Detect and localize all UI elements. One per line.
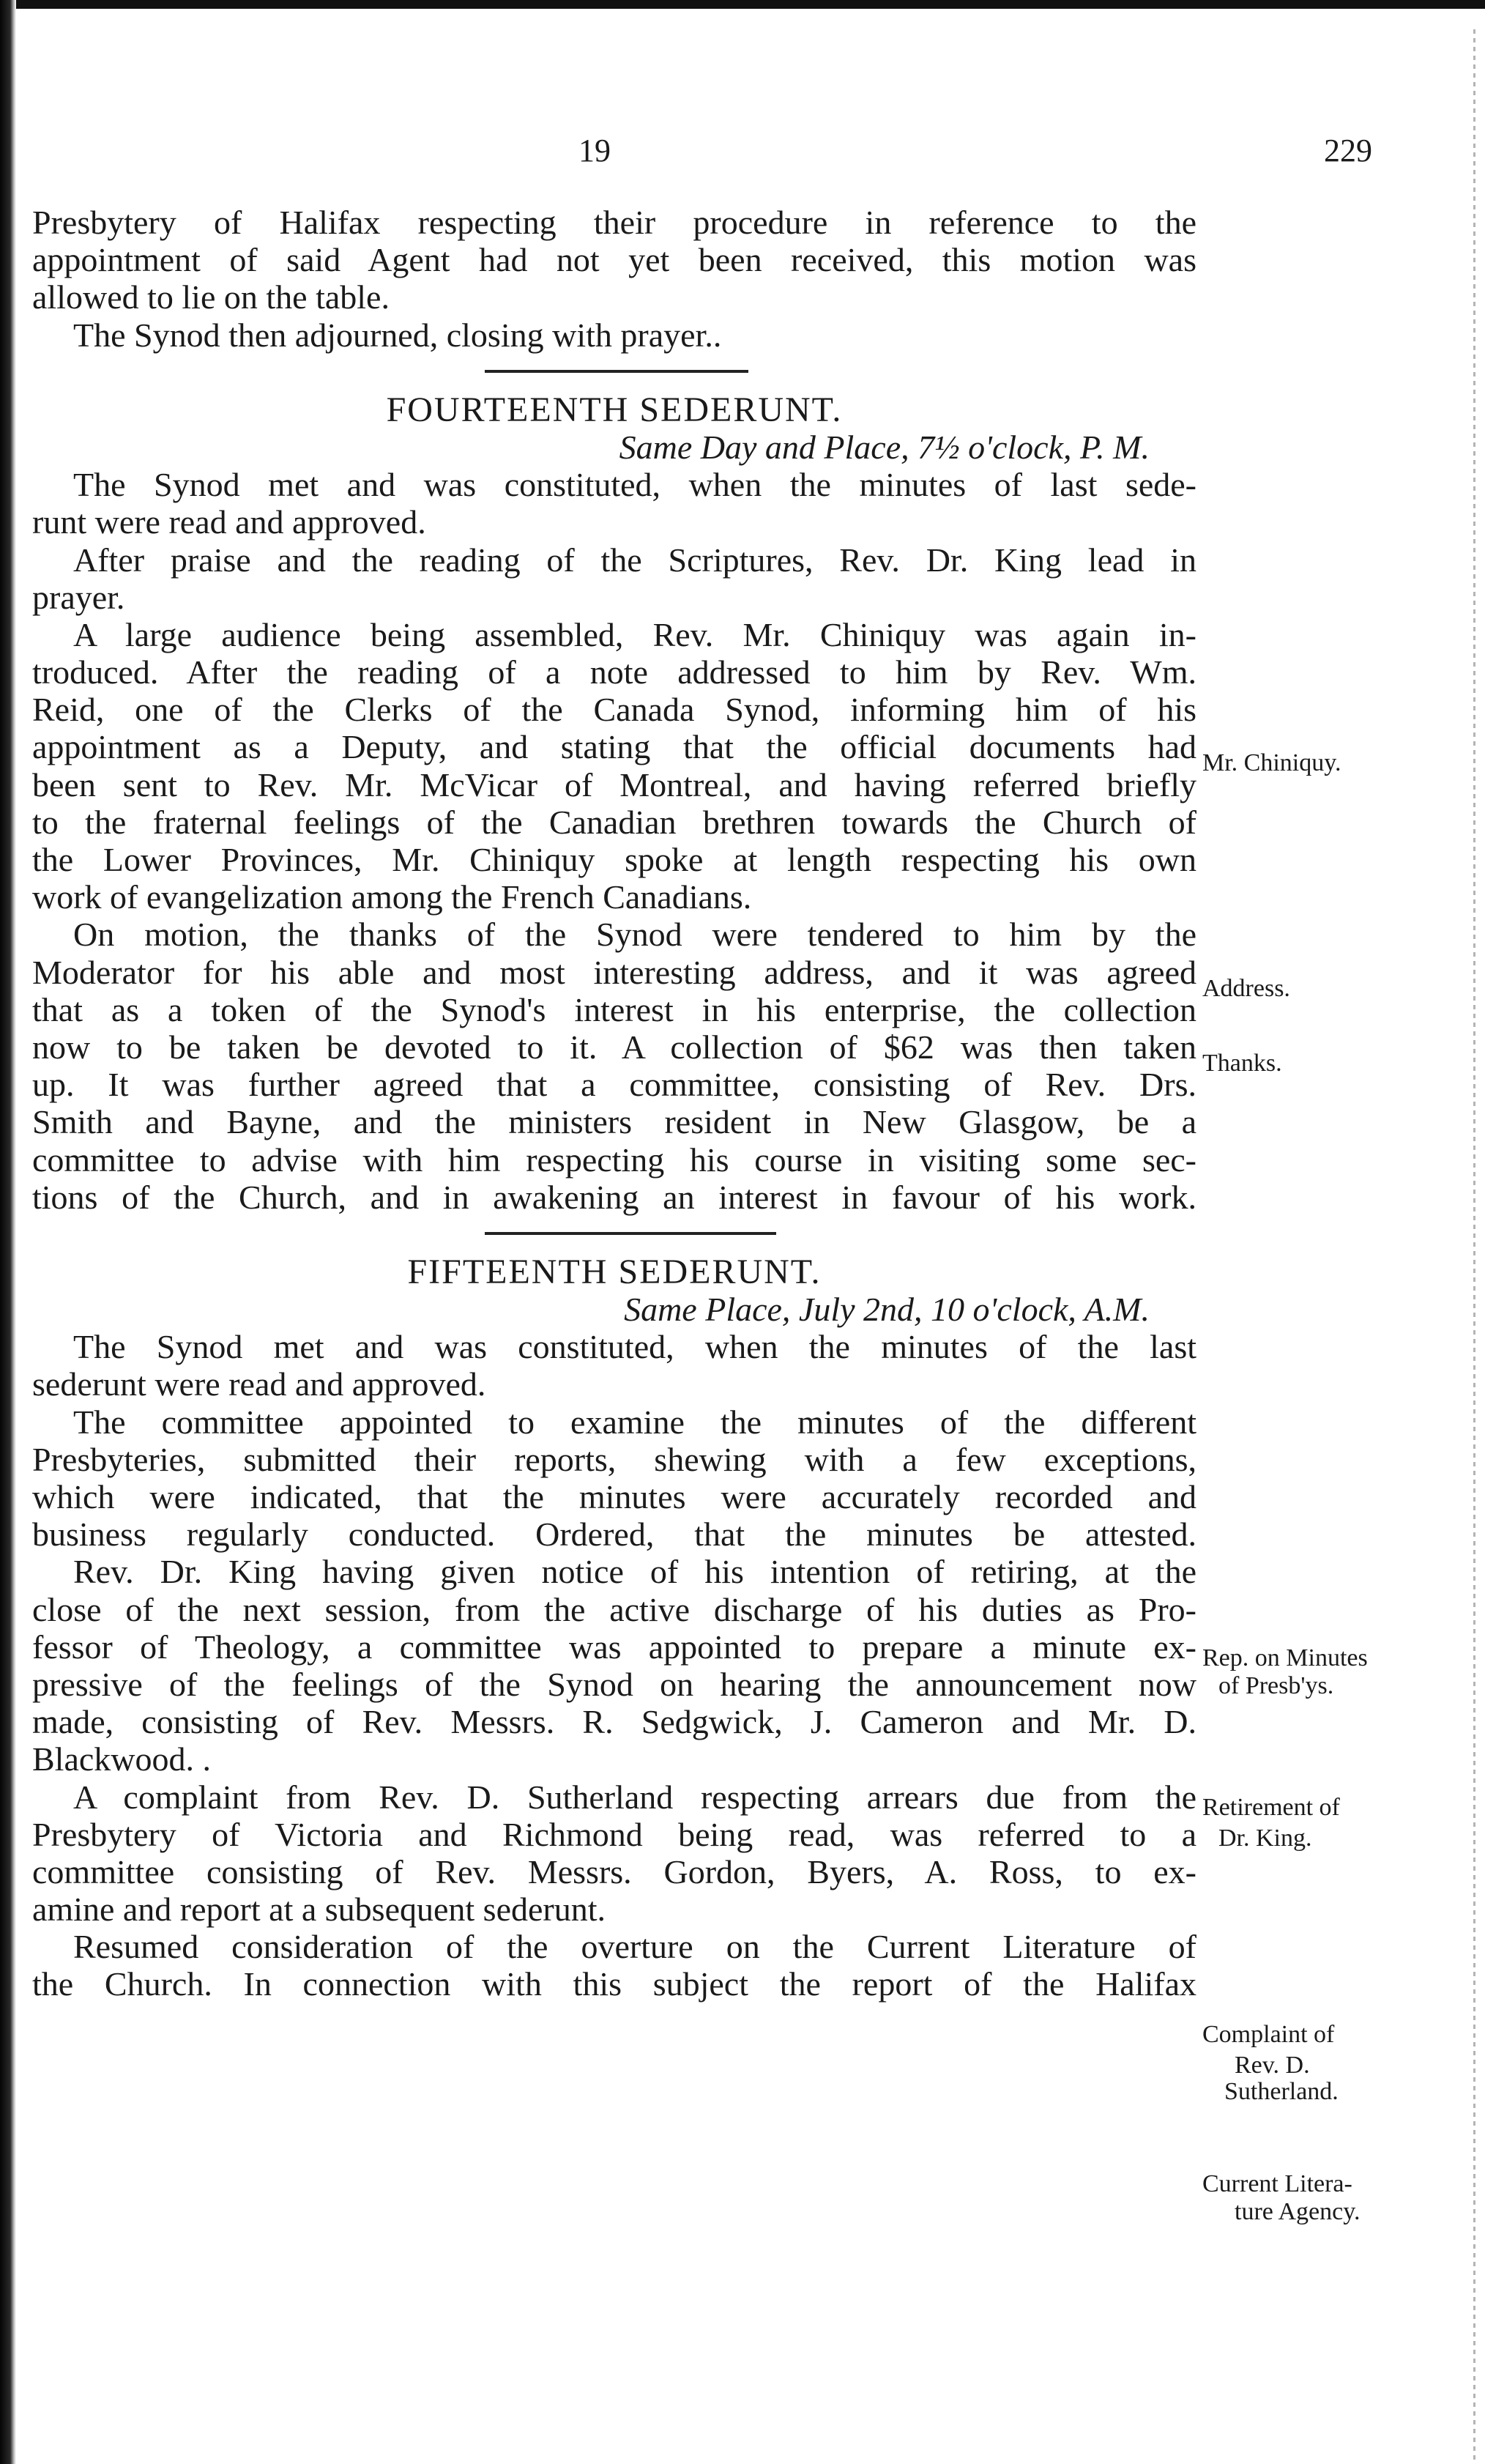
section-heading: FOURTEENTH SEDERUNT. <box>386 390 843 429</box>
section-dateline: Same Place, July 2nd, 10 o'clock, A.M. <box>624 1291 1150 1329</box>
margin-note: Sutherland. <box>1224 2078 1339 2105</box>
margin-note: Rep. on Minutes <box>1202 1644 1368 1671</box>
body-line: sederunt were read and approved. <box>32 1365 486 1403</box>
body-line: The Synod met and was constituted, when the minutes of the last <box>73 1328 1196 1366</box>
body-line: tions of the Church, and in awakening an interest in favour of his work. <box>32 1178 1196 1216</box>
body-line: prayer. <box>32 578 125 616</box>
margin-note: Rev. D. <box>1235 2052 1310 2079</box>
body-line: pressive of the feelings of the Synod on hearing the announcement now <box>32 1665 1196 1703</box>
body-line: close of the next session, from the active discharge of his duties as Pro- <box>32 1590 1196 1628</box>
body-line: committee consisting of Rev. Messrs. Gordon, Byers, A. Ross, to ex- <box>32 1852 1196 1890</box>
body-line: Presbytery of Victoria and Richmond being read, was referred to a <box>32 1815 1196 1853</box>
body-line: now to be taken be devoted to it. A collection of $62 was then taken <box>32 1028 1196 1066</box>
section-divider <box>32 1216 1196 1253</box>
body-line: allowed to lie on the table. <box>32 278 390 316</box>
book-binding-shadow <box>0 0 16 2464</box>
body-line: Resumed consideration of the overture on the Current Literature of <box>73 1928 1196 1966</box>
margin-note: of Presb'ys. <box>1218 1672 1334 1699</box>
body-line: committee to advise with him respecting his course in visiting some sec- <box>32 1140 1196 1179</box>
body-line: fessor of Theology, a committee was appointed to prepare a minute ex- <box>32 1628 1196 1666</box>
body-line: A complaint from Rev. D. Sutherland respecting arrears due from the <box>73 1778 1196 1816</box>
body-line: A large audience being assembled, Rev. Mr. Chiniquy was again in- <box>73 615 1196 653</box>
body-line: the Church. In connection with this subject the report of the Halifax <box>32 1965 1196 2003</box>
body-line: Moderator for his able and most interesting address, and it was agreed <box>32 953 1196 991</box>
body-line: the Lower Provinces, Mr. Chiniquy spoke at length respecting his own <box>32 841 1196 878</box>
page-top-edge <box>0 0 1485 9</box>
body-line: up. It was further agreed that a committee, consisting of Rev. Drs. <box>32 1066 1196 1104</box>
body-line: been sent to Rev. Mr. McVicar of Montreal, and having referred briefly <box>32 765 1196 804</box>
margin-note: Mr. Chiniquy. <box>1202 749 1341 776</box>
margin-note: Address. <box>1202 975 1290 1002</box>
margin-note: Complaint of <box>1202 2021 1335 2048</box>
section-heading: FIFTEENTH SEDERUNT. <box>407 1252 822 1291</box>
body-line: that as a token of the Synod's interest in his enterprise, the collection <box>32 990 1196 1028</box>
body-line: The Synod met and was constituted, when the minutes of last sede- <box>73 466 1196 504</box>
body-line: Rev. Dr. King having given notice of his intention of retiring, at the <box>73 1553 1196 1591</box>
body-line: runt were read and approved. <box>32 503 426 541</box>
body-line: Blackwood. . <box>32 1740 212 1778</box>
body-line: Presbyteries, submitted their reports, shewing with a few exceptions, <box>32 1440 1196 1478</box>
body-line: Presbytery of Halifax respecting their procedure in reference to the <box>32 204 1196 241</box>
body-line: On motion, the thanks of the Synod were tendered to him by the <box>73 916 1196 954</box>
body-line: troduced. After the reading of a note addressed to him by Rev. Wm. <box>32 653 1196 691</box>
margin-note: ture Agency. <box>1235 2198 1361 2225</box>
page-number: 19 <box>578 133 611 168</box>
volume-page-number: 229 <box>1324 133 1372 168</box>
margin-note: Current Litera- <box>1202 2170 1352 2197</box>
body-line: amine and report at a subsequent sederunt. <box>32 1890 606 1929</box>
body-line: The Synod then adjourned, closing with prayer.. <box>73 316 722 354</box>
body-line: to the fraternal feelings of the Canadian brethren towards the Church of <box>32 803 1196 841</box>
body-line: appointment as a Deputy, and stating that the official documents had <box>32 728 1196 766</box>
body-line: which were indicated, that the minutes were accurately recorded and <box>32 1478 1196 1515</box>
section-divider <box>32 354 1196 391</box>
body-line: work of evangelization among the French Canadians. <box>32 878 752 916</box>
body-line: The committee appointed to examine the minutes of the different <box>73 1403 1196 1441</box>
margin-note: Dr. King. <box>1218 1825 1312 1852</box>
margin-note: Thanks. <box>1202 1050 1282 1077</box>
body-line: appointment of said Agent had not yet been received, this motion was <box>32 241 1196 279</box>
page-body <box>32 204 1196 2003</box>
body-line: business regularly conducted. Ordered, that the minutes be attested. <box>32 1515 1196 1554</box>
section-dateline: Same Day and Place, 7½ o'clock, P. M. <box>619 428 1150 466</box>
body-line: Smith and Bayne, and the ministers resident in New Glasgow, be a <box>32 1103 1196 1141</box>
body-line: made, consisting of Rev. Messrs. R. Sedgwick, J. Cameron and Mr. D. <box>32 1703 1196 1741</box>
body-line: After praise and the reading of the Scriptures, Rev. Dr. King lead in <box>73 541 1196 579</box>
body-line: Reid, one of the Clerks of the Canada Synod, informing him of his <box>32 691 1196 729</box>
margin-note: Retirement of <box>1202 1794 1340 1821</box>
